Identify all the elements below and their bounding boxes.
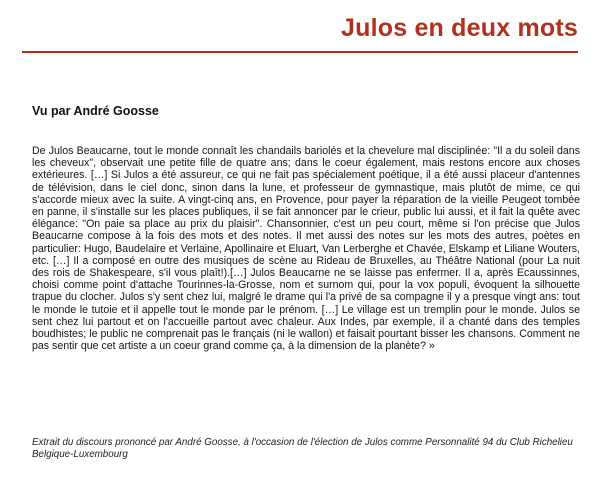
page-title: Julos en deux mots bbox=[341, 14, 578, 42]
body-paragraph: De Julos Beaucarne, tout le monde connaît les chandails bariolés et la chevelure mal disciplinée: "Il a du soleil dans les cheveux", observait une petite fille de quatre ans; dans le coeur également, mais restons encore aux choses extérieures. […] Si Julos a été assureur, ce qui ne fait pas spécialement poétique, il a été aussi placeur d'antennes de télévision, dans le ciel donc, sinon dans la lune, et professeur de gymnastique, mais plutôt de mime, ce qui s'accorde mieux avec la suite. A vingt-cinq ans, en Provence, pour payer la réparation de la vieille Peugeot tombée en panne, il s'installe sur les places publiques, il se fait annoncer par le crieur, public lui aussi, et il fait la quête avec élégance: "On paie sa place au prix du plaisir". Chansonnier, c'est un peu court, même si l'on précise que Julos Beaucarne compose à la fois des mots et des notes. Il met aussi des notes sur les mots des autres, poètes en particulier: Hugo, Baudelaire et Verlaine, Apollinaire et Eluart, Van Lerberghe et Chavée, Elskamp et Liliane Wouters, etc. […] Il a composé en outre des musiques de scène au Rideau de Bruxelles, au Théâtre National (pour La nuit des rois de Shakespeare, s'il vous plaît!).[…] Julos Beaucarne ne se laisse pas enfermer. Il a, après Ecaussinnes, choisi comme point d'attache Tourinnes-la-Grosse, nom et surnom qui, pour la vox populi, évoquent la silhouette trapue du clocher. Julos s'y sent chez lui, malgré le drame qui l'a privé de sa compagne il y a presque vingt ans: tout le monde le tutoie et il appelle tout le monde par le prénom. […] Le village est un tremplin pour le monde. Julos se sent chez lui partout et on l'accueille partout avec chaleur. Aux Indes, par exemple, il a chanté dans des temples boudhistes; le public ne comprenait pas le français (ni le wallon) et faisait pourtant bisser les chansons. Comment ne pas sentir que cet artiste a un coeur grand comme ça, à la dimension de la planète? » bbox=[32, 145, 580, 353]
section-heading: Vu par André Goosse bbox=[32, 104, 159, 118]
caption: Extrait du discours prononcé par André Goosse, à l'occasion de l'élection de Julos comme Personnalité 94 du Club Richelieu Belgique-Luxembourg bbox=[32, 437, 573, 460]
title-rule bbox=[22, 51, 578, 53]
